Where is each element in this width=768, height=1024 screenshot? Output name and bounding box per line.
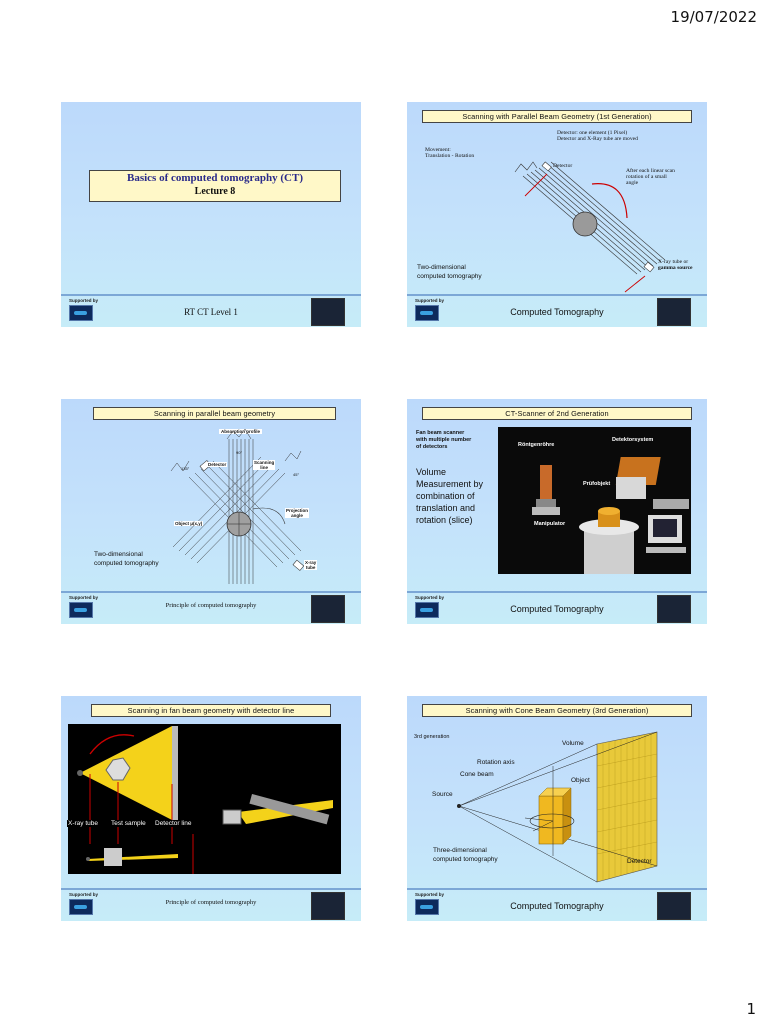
slide-footer: Principle of computed tomography	[165, 602, 257, 609]
rotation-line3: angle	[626, 180, 639, 186]
pruefobjekt-label: Prüfobjekt	[583, 481, 611, 487]
angle-135: 135°	[181, 466, 190, 471]
movement-line2: Translation - Rotation	[425, 153, 475, 159]
footer-divider	[61, 888, 361, 890]
ct-machine-logo	[311, 892, 345, 920]
volume-label: Volume	[562, 740, 584, 747]
three-dim-line2: computed tomography	[433, 856, 498, 863]
detector-label: Detector	[553, 163, 573, 169]
supported-by-label: Supported by	[415, 595, 444, 600]
projection-line2: angle	[291, 513, 303, 518]
slide-footer: Computed Tomography	[510, 901, 604, 911]
slide-header: Scanning with Cone Beam Geometry (3rd Generation)	[422, 704, 692, 717]
ct-machine-logo	[657, 595, 691, 623]
sponsor-logo	[69, 305, 93, 321]
scanning-line2: line	[260, 465, 269, 470]
three-dim-line1: Three-dimensional	[433, 847, 487, 854]
volume-line3: combination of	[416, 491, 475, 501]
slide-1	[61, 102, 361, 327]
xray-tube-label	[304, 560, 317, 570]
slide-footer: RT CT Level 1	[184, 307, 238, 317]
footer-divider	[407, 294, 707, 296]
sponsor-logo	[415, 305, 439, 321]
slide-footer: Computed Tomography	[510, 604, 604, 614]
title-box	[89, 170, 341, 202]
footer-divider	[407, 591, 707, 593]
volume-line2: Measurement by	[416, 479, 484, 489]
ct-machine-logo	[311, 298, 345, 326]
slide-header: Scanning in fan beam geometry with detector line	[91, 704, 331, 717]
rotation-line2: rotation of a small	[626, 174, 667, 180]
slide-5	[61, 696, 361, 921]
sponsor-logo	[415, 602, 439, 618]
slide-4	[407, 399, 707, 624]
ct-machine-logo	[657, 298, 691, 326]
roentgen-label: Röntgenröhre	[518, 442, 555, 448]
ct-machine-logo	[657, 892, 691, 920]
slide-header: Scanning in parallel beam geometry	[93, 407, 336, 420]
generation-label: 3rd generation	[414, 734, 450, 740]
two-dim-line1: Two-dimensional	[417, 264, 466, 271]
volume-line1: Volume	[416, 467, 447, 477]
fan-line1: Fan beam scanner	[416, 430, 465, 436]
xray-line2: tube	[305, 565, 316, 570]
angle-45: 45°	[293, 472, 300, 477]
page-number: 1	[746, 1000, 756, 1018]
projection-angle-label	[285, 508, 309, 518]
fan-beam-note	[416, 430, 471, 451]
slide-3	[61, 399, 361, 624]
detector-note-line2: Detector and X-Ray tube are moved	[557, 136, 638, 142]
scanning-line-label	[253, 460, 275, 470]
two-dim-line1: Two-dimensional	[94, 551, 143, 558]
xray-line2: gamma source	[658, 265, 693, 271]
two-dim-line2: computed tomography	[417, 273, 482, 280]
detector-label: Detector	[208, 462, 227, 467]
xray-line1: X-ray	[305, 560, 317, 565]
angle-90: 90°	[236, 450, 243, 455]
volume-line4: translation and	[416, 503, 476, 513]
detector-line-label: Detector line	[155, 820, 192, 827]
footer-divider	[61, 591, 361, 593]
supported-by-label: Supported by	[69, 892, 98, 897]
manipulator-label: Manipulator	[534, 521, 566, 527]
detector-note-line1: Detector: one element (1 Pixel)	[557, 130, 628, 136]
object-label: Object μ(x,y)	[175, 521, 203, 526]
slide-subtitle: Lecture 8	[194, 186, 236, 197]
supported-by-label: Supported by	[69, 595, 98, 600]
two-dim-line2: computed tomography	[94, 560, 159, 567]
three-dim-label	[433, 846, 498, 864]
footer-divider	[61, 294, 361, 296]
scanning-line1: Scanning	[254, 460, 275, 465]
rotation-line1: After each linear scan	[626, 168, 675, 174]
volume-note	[416, 466, 483, 526]
slide-footer: Principle of computed tomography	[165, 899, 257, 906]
sponsor-logo	[69, 899, 93, 915]
two-dim-label	[417, 263, 482, 281]
supported-by-label: Supported by	[415, 298, 444, 303]
slide-header: Scanning with Parallel Beam Geometry (1st Generation)	[422, 110, 692, 123]
xray-line1: X-ray tube or	[658, 259, 689, 265]
source-label: Source	[432, 791, 453, 798]
ct-machine-logo	[311, 595, 345, 623]
projection-line1: Projection	[286, 508, 309, 513]
page-date: 19/07/2022	[670, 8, 757, 26]
absorption-label: Absorption profile	[221, 429, 260, 434]
fan-beam-image	[68, 724, 341, 874]
rotation-axis-label: Rotation axis	[477, 759, 515, 766]
detector-label: Detector	[627, 858, 652, 865]
scanner-photo	[498, 427, 691, 574]
slide-header: CT-Scanner of 2nd Generation	[422, 407, 692, 420]
fan-beam-illustration	[68, 724, 341, 874]
supported-by-label: Supported by	[69, 298, 98, 303]
slide-title: Basics of computed tomography (CT)	[127, 172, 303, 184]
movement-line1: Movement:	[425, 147, 451, 153]
xray-label	[658, 259, 693, 271]
xray-tube-label: X-ray tube	[68, 820, 98, 827]
detektor-label: Detektorsystem	[612, 437, 654, 443]
sponsor-logo	[69, 602, 93, 618]
slide-2	[407, 102, 707, 327]
slide-6	[407, 696, 707, 921]
cone-beam-label: Cone beam	[460, 771, 494, 778]
scanner-illustration	[498, 427, 691, 574]
volume-line5: rotation (slice)	[416, 515, 473, 525]
fan-line3: of detectors	[416, 444, 448, 450]
sponsor-logo	[415, 899, 439, 915]
fan-line2: with multiple number	[416, 437, 472, 443]
supported-by-label: Supported by	[415, 892, 444, 897]
object-label: Object	[571, 777, 590, 784]
test-sample-label: Test sample	[111, 820, 146, 827]
footer-divider	[407, 888, 707, 890]
two-dim-label	[94, 550, 159, 568]
slide-footer: Computed Tomography	[510, 307, 604, 317]
